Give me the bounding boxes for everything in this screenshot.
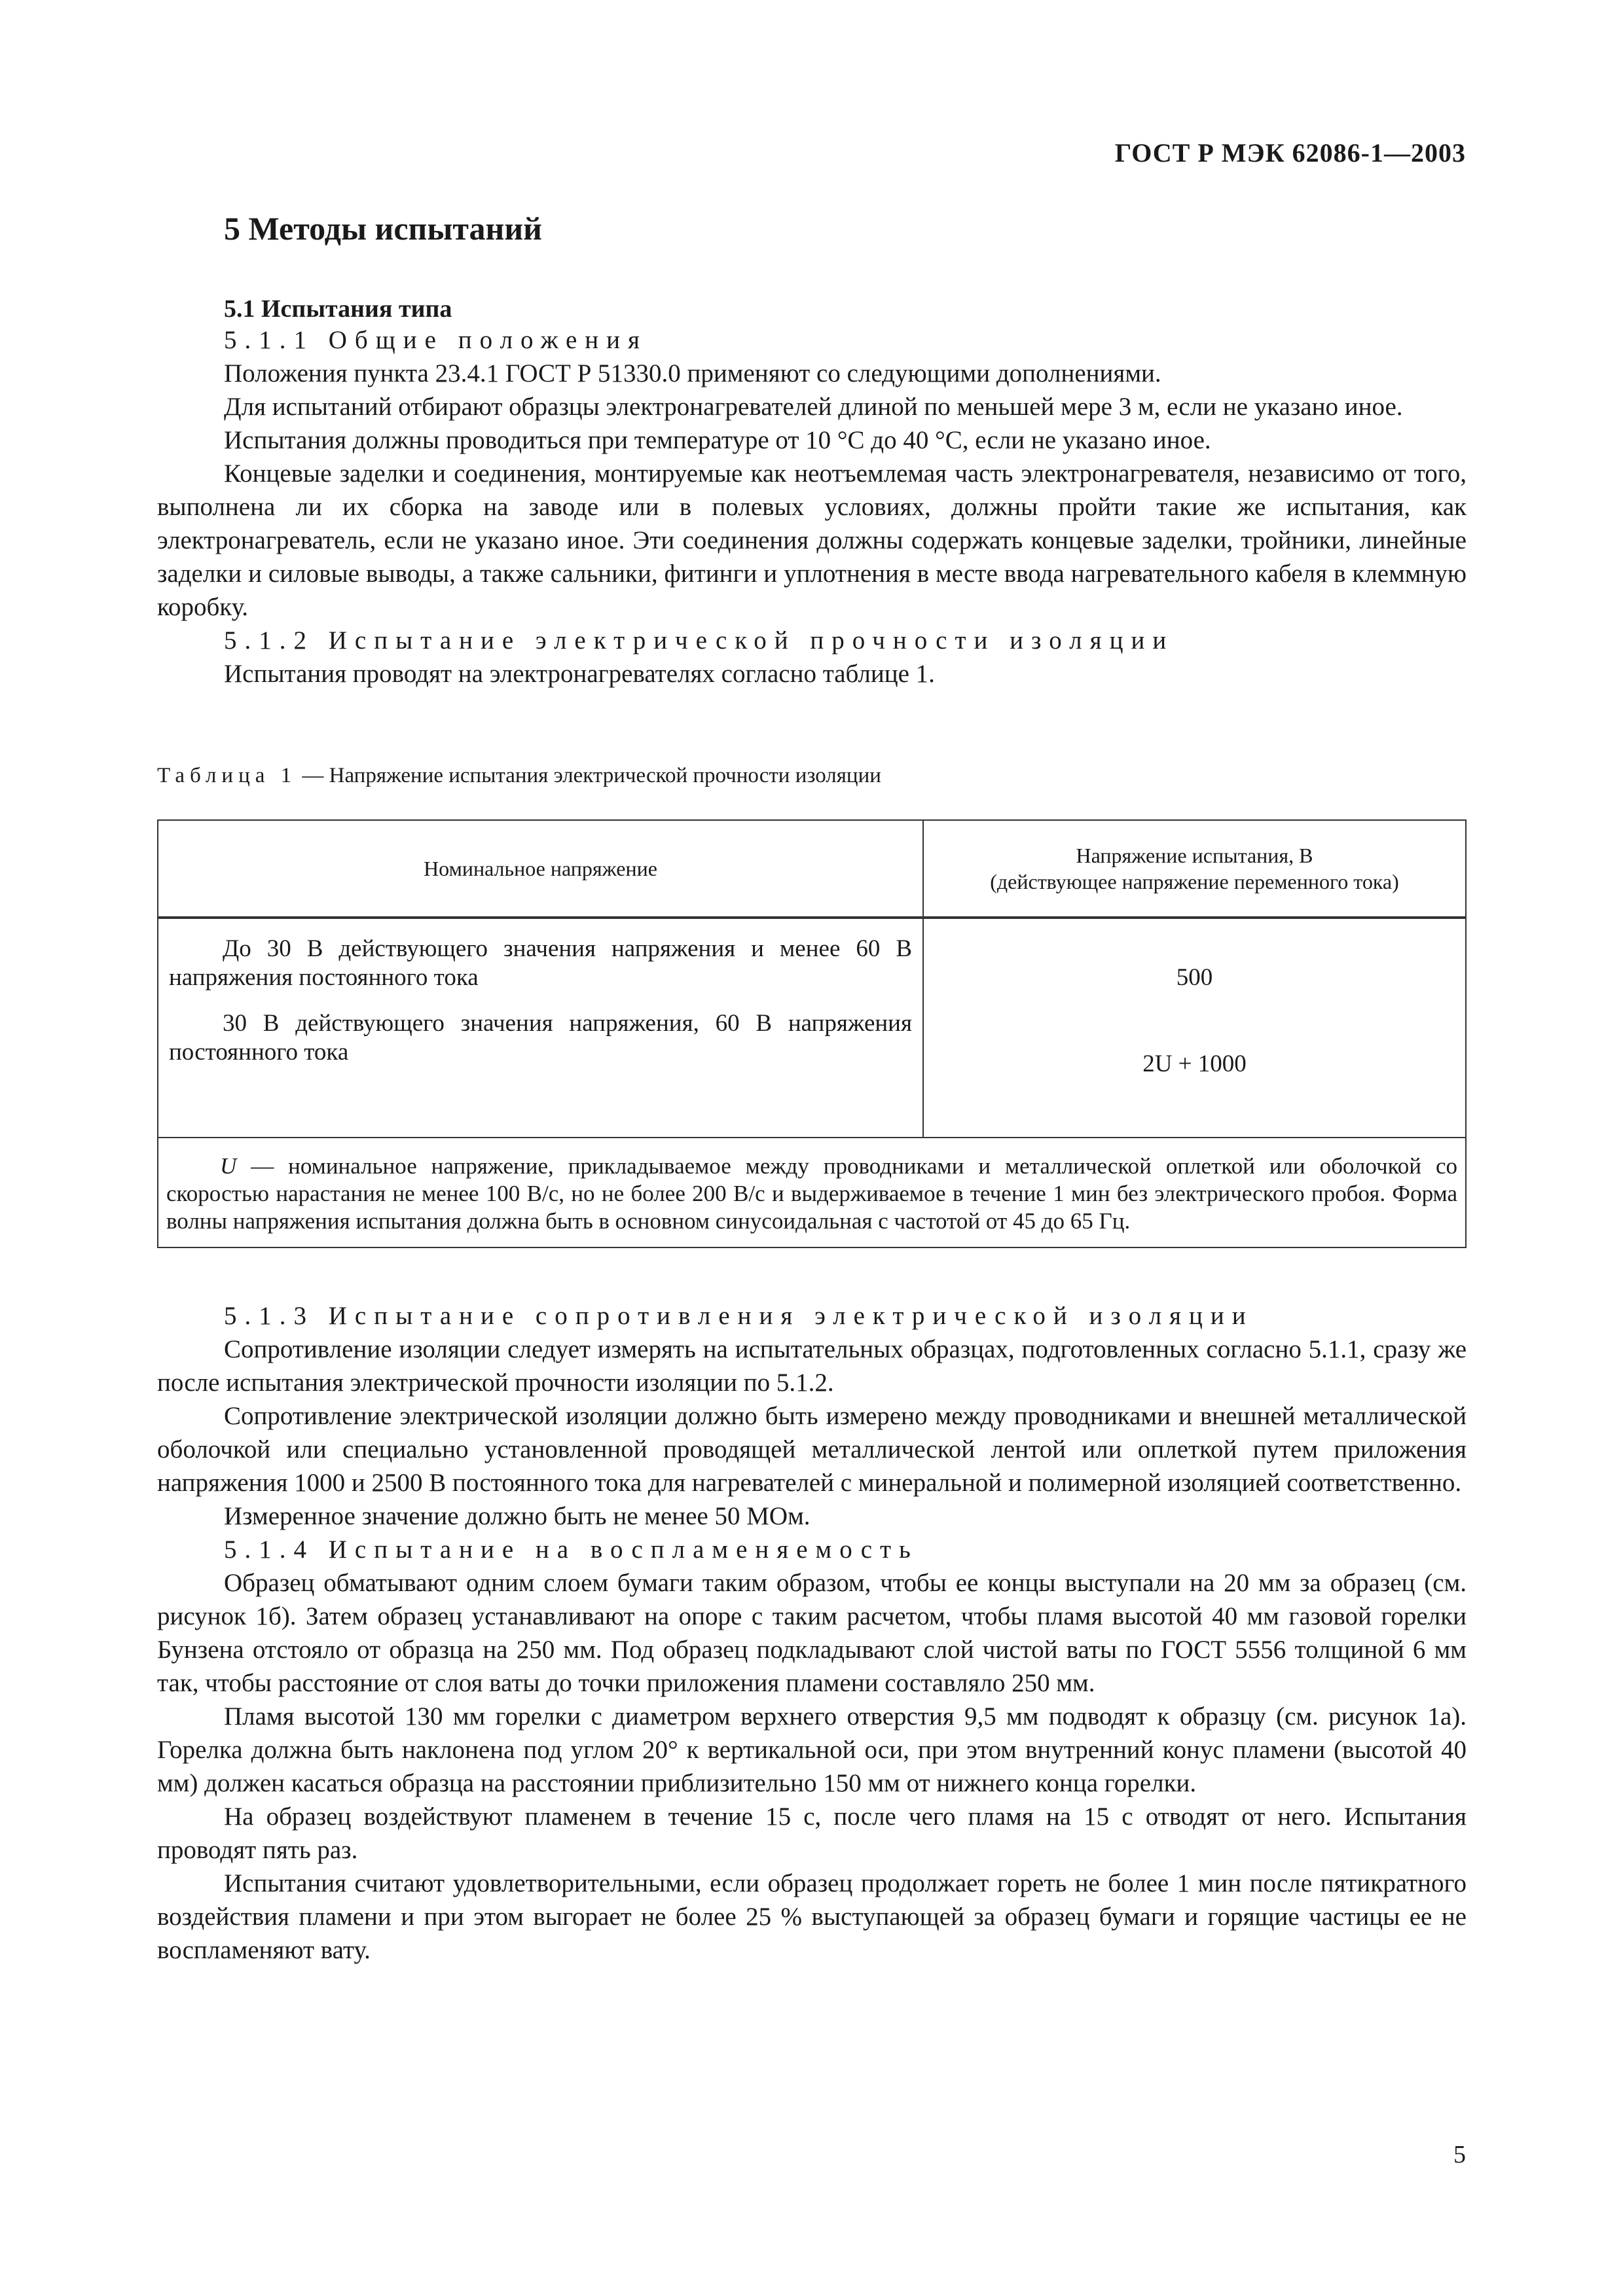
paragraph: Измеренное значение должно быть не менее 50 МОм.: [224, 1502, 811, 1530]
note-symbol: U: [220, 1153, 237, 1179]
column-header-line: (действующее напряжение переменного тока): [990, 870, 1399, 893]
clause-5-1-1-title: 5.1.1 Общие положения: [224, 326, 647, 354]
table-row-value: 2U + 1000: [1142, 1050, 1247, 1077]
document-id-header: ГОСТ Р МЭК 62086-1—2003: [1114, 138, 1466, 168]
section-title: 5 Методы испытаний: [224, 210, 542, 247]
voltage-test-table: [157, 819, 1467, 1248]
column-header-nominal-voltage: Номинальное напряжение: [158, 820, 923, 918]
page-content: [157, 209, 1467, 1967]
paragraph: Для испытаний отбирают образцы электронагревателей длиной по меньшей мере 3 м, если не указано иное.: [224, 393, 1403, 421]
table-note: [158, 1138, 1466, 1247]
paragraph: Пламя высотой 130 мм горелки с диаметром верхнего отверстия 9,5 мм подводят к образцу (см. рисунок 1а). Горелка должна быть наклонена под углом 20° к вертикальной оси, при этом внутренний конус пламени (высотой 40 мм) должен касаться образца на расстоянии приблизительно 150 мм от нижнего конца горелки.: [157, 1702, 1467, 1797]
paragraph: Концевые заделки и соединения, монтируемые как неотъемлемая часть электронагревателя, независимо от того, выполнена ли их сборка на заводе или в полевых условиях, должны пройти такие же испытания, как электронагреватель, если не указано иное. Эти соединения должны содержать концевые заделки, тройники, линейные заделки и силовые выводы, а также сальники, фитинги и уплотнения в месте ввода нагревательного кабеля в клеммную коробку.: [157, 459, 1467, 621]
paragraph: Испытания проводят на электронагревателях согласно таблице 1.: [224, 660, 935, 688]
paragraph: На образец воздействуют пламенем в течение 15 с, после чего пламя на 15 с отводят от него. Испытания проводят пять раз.: [157, 1803, 1467, 1864]
table-body-row: [158, 918, 1466, 1138]
clause-5-1-3-title: 5.1.3 Испытание сопротивления электрической изоляции: [224, 1302, 1254, 1330]
nominal-voltage-cell: [158, 918, 923, 1138]
paragraph: Сопротивление электрической изоляции должно быть измерено между проводниками и внешней металлической оболочкой или специально установленной проводящей металлической лентой или оплеткой путем приложения напряжения 1000 и 2500 В постоянного тока для нагревателей с минеральной и полимерной изоляцией соответственно.: [157, 1402, 1467, 1497]
column-header-test-voltage: [923, 820, 1466, 918]
table-header-row: [158, 820, 1466, 918]
paragraph: Сопротивление изоляции следует измерять на испытательных образцах, подготовленных согласно 5.1.1, сразу же после испытания электрической прочности изоляции по 5.1.2.: [157, 1335, 1467, 1397]
test-voltage-cell: [923, 918, 1466, 1138]
table-caption: [157, 764, 1467, 788]
subsection-5-1-title: 5.1 Испытания типа: [224, 295, 452, 323]
clauses-after-table: [157, 1299, 1467, 1967]
table-row-value: 500: [1176, 964, 1213, 991]
clause-5-1-4-title: 5.1.4 Испытание на воспламеняемость: [224, 1535, 919, 1564]
clause-5-1-2-title: 5.1.2 Испытание электрической прочности изоляции: [224, 626, 1175, 655]
table-caption-label: Таблица 1: [157, 764, 297, 787]
column-header-line: Напряжение испытания, В: [1076, 844, 1313, 867]
table-row-text: 30 В действующего значения напряжения, 60 В напряжения постоянного тока: [169, 1010, 912, 1066]
page-number: 5: [1453, 2141, 1466, 2168]
table-note-row: [158, 1138, 1466, 1247]
table-row-text: До 30 В действующего значения напряжения и менее 60 В напряжения постоянного тока: [169, 935, 912, 991]
note-text: — номинальное напряжение, прикладываемое между проводниками и металлической оплеткой или оболочкой со скоростью нарастания не менее 100 В/с, но не более 200 В/с и выдерживаемое в течение 1 мин без электрического пробоя. Форма волны напряжения испытания должна быть в основном синусоидальная с частотой от 45 до 65 Гц.: [166, 1153, 1457, 1234]
paragraph: Образец обматывают одним слоем бумаги таким образом, чтобы ее концы выступали на 20 мм за образец (см. рисунок 1б). Затем образец устанавливают на опоре с таким расчетом, чтобы пламя высотой 40 мм газовой горелки Бунзена отстояло от образца на 250 мм. Под образец подкладывают слой чистой ваты по ГОСТ 5556 толщиной 6 мм так, чтобы расстояние от слоя ваты до точки приложения пламени составляло 250 мм.: [157, 1569, 1467, 1697]
table-caption-text: — Напряжение испытания электрической прочности изоляции: [297, 764, 881, 787]
paragraph: Положения пункта 23.4.1 ГОСТ Р 51330.0 применяют со следующими дополнениями.: [224, 359, 1161, 387]
paragraph: Испытания должны проводиться при температуре от 10 °С до 40 °С, если не указано иное.: [224, 426, 1211, 454]
paragraph: Испытания считают удовлетворительными, если образец продолжает гореть не более 1 мин после пятикратного воздействия пламени и при этом выгорает не более 25 % выступающей за образец бумаги и горящие частицы ее не воспламеняют вату.: [157, 1869, 1467, 1964]
